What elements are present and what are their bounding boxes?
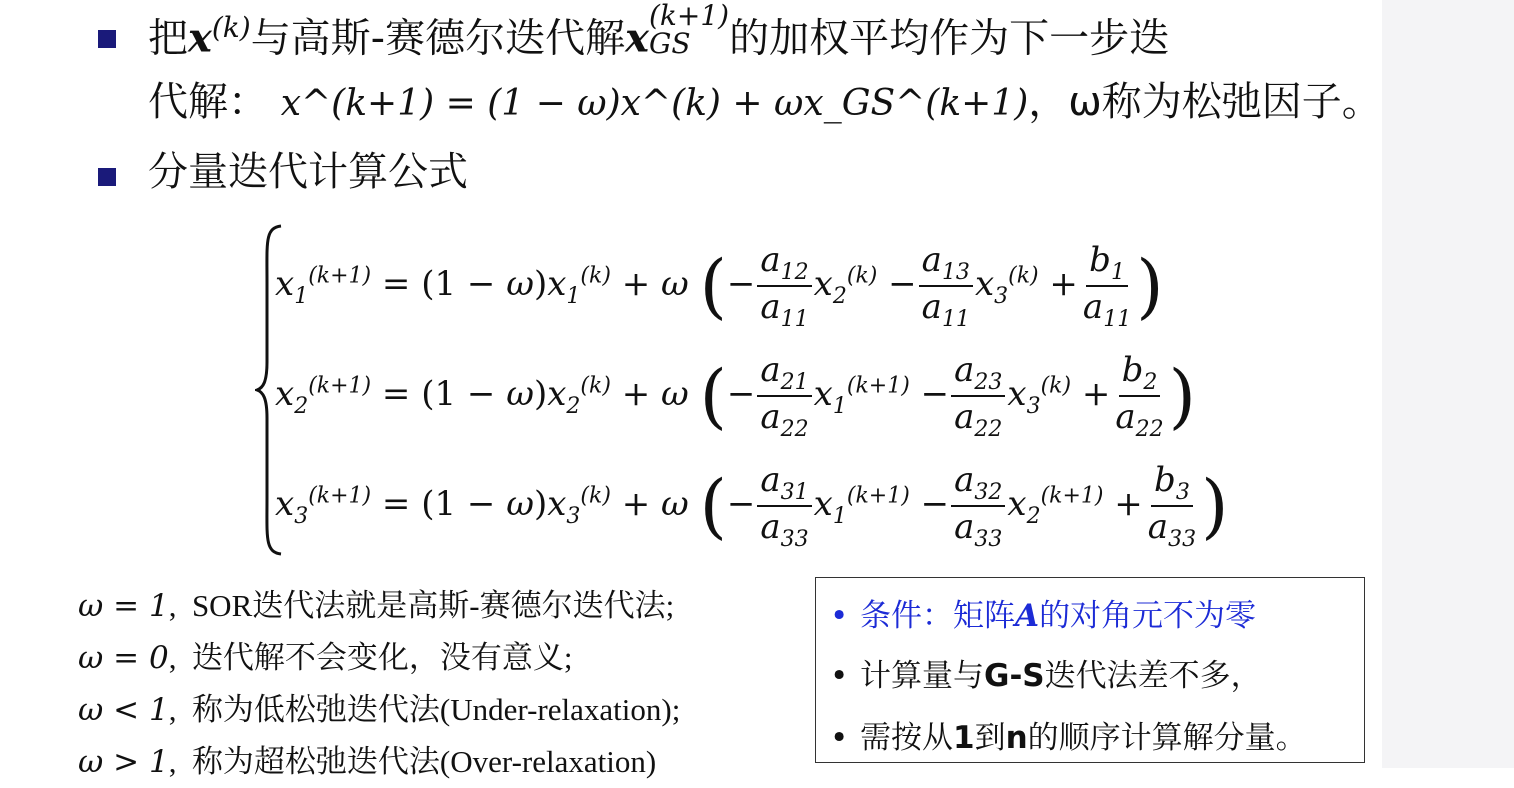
- note-omega-eq-1: ω = 1, SOR迭代法就是高斯-赛德尔迭代法;: [78, 588, 675, 624]
- condition: ω = 1: [78, 588, 169, 624]
- fraction: $\frac{b_2}{a_{22}}$: [1115, 350, 1164, 442]
- text: 的对角元不为零: [1039, 598, 1257, 634]
- text: 代解：: [148, 79, 268, 125]
- bold-text: G-S: [984, 658, 1045, 694]
- box-item-order: • 需按从1到n的顺序计算解分量。: [830, 720, 1307, 756]
- subscript-gs: GS: [648, 27, 691, 60]
- superscript-k-plus-1: (k+1): [648, 0, 730, 32]
- condition: ω > 1: [78, 744, 169, 780]
- vector-x-gs: x: [625, 14, 649, 62]
- superscript-k: (k): [211, 11, 251, 44]
- bullet-1-line-2: [148, 79, 1382, 125]
- note-omega-lt-1: ω < 1, 称为低松弛迭代法(Under-relaxation);: [78, 692, 681, 728]
- note-text: 迭代解不会变化，没有意义;: [191, 640, 573, 675]
- equation-row-3: $x_3^{(k+1)} = (1 - \omega)x_3^{(k)} + \omega$ (− $\frac{a_{31}}{a_{33}}$ $x_1^{(k+1)}$ − $\frac{a_{32}}{a_{33}}$ $x_2^{(k+1)}$ + $\frac{b_3}{a_{33}}$ ): [275, 460, 1229, 552]
- text: 迭代法差不多，: [1044, 658, 1262, 694]
- lhs: $x_3^{(k+1)}$: [275, 483, 372, 529]
- text: ，ω称为松弛因子。: [1028, 79, 1382, 125]
- box-item-cost: • 计算量与G-S迭代法差不多，: [830, 658, 1262, 694]
- bullet-1-line-1: [148, 0, 1170, 62]
- vector-x: x: [188, 14, 212, 62]
- lhs: $x_1^{(k+1)}$: [275, 263, 372, 309]
- weighted-average-formula: x^(k+1) = (1 − ω)x^(k) + ωx_GS^(k+1): [280, 83, 1029, 124]
- lhs: $x_2^{(k+1)}$: [275, 373, 372, 419]
- bold-text: n: [1005, 720, 1028, 756]
- equation-system: [255, 222, 1229, 558]
- fraction: $\frac{a_{13}}{a_{11}}$: [919, 240, 973, 332]
- equation-row-2: $x_2^{(k+1)} = (1 - \omega)x_2^{(k)} + \omega$ (− $\frac{a_{21}}{a_{22}}$ $x_1^{(k+1)}$ − $\frac{a_{23}}{a_{22}}$ $x_3^{(k)}$ + $\frac{b_2}{a_{22}}$ ): [275, 350, 1196, 442]
- equation-row-1: $x_1^{(k+1)} = (1 - \omega)x_1^{(k)} + \omega$ (− $\frac{a_{12}}{a_{11}}$ $x_2^{(k)}$ − $\frac{a_{13}}{a_{11}}$ $x_3^{(k)}$ + $\frac{b_1}{a_{11}}$ ): [275, 240, 1164, 332]
- text: 与高斯-赛德尔迭代解: [250, 15, 626, 62]
- text: 需按从: [860, 720, 953, 756]
- note-text: 称为超松弛迭代法(Over-relaxation): [191, 744, 657, 779]
- conditions-box: [815, 577, 1365, 763]
- condition: ω = 0: [78, 640, 169, 676]
- text: 条件：矩阵: [860, 598, 1015, 634]
- note-omega-gt-1: ω > 1, 称为超松弛迭代法(Over-relaxation): [78, 744, 657, 780]
- fraction: $\frac{b_1}{a_{11}}$: [1082, 240, 1132, 332]
- text: 的顺序计算解分量。: [1027, 720, 1307, 756]
- omega-notes: [78, 580, 680, 788]
- bullet-marker: [98, 168, 116, 186]
- note-text: 称为低松弛迭代法(Under-relaxation);: [191, 692, 681, 727]
- text: 计算量与: [860, 658, 984, 694]
- box-item-condition: • 条件：矩阵A的对角元不为零: [830, 598, 1257, 634]
- condition: ω < 1: [78, 692, 169, 728]
- note-text: SOR迭代法就是高斯-赛德尔迭代法;: [191, 588, 675, 623]
- matrix-a: A: [1015, 598, 1040, 634]
- bold-text: 1: [953, 720, 975, 756]
- fraction: $\frac{b_3}{a_{33}}$: [1147, 460, 1197, 552]
- fraction: $\frac{a_{23}}{a_{22}}$: [951, 350, 1005, 442]
- side-panel: [1382, 0, 1514, 768]
- fraction: $\frac{a_{12}}{a_{11}}$: [757, 240, 811, 332]
- bullet-marker: [98, 30, 116, 48]
- bullet-2-text: 分量迭代计算公式: [148, 149, 468, 195]
- text: 到: [974, 720, 1006, 756]
- fraction: $\frac{a_{32}}{a_{33}}$: [951, 460, 1005, 552]
- note-omega-eq-0: ω = 0, 迭代解不会变化，没有意义;: [78, 640, 573, 676]
- text: 把: [148, 15, 188, 62]
- fraction: $\frac{a_{31}}{a_{33}}$: [757, 460, 811, 552]
- text: 的加权平均作为下一步迭: [729, 15, 1170, 62]
- fraction: $\frac{a_{21}}{a_{22}}$: [757, 350, 811, 442]
